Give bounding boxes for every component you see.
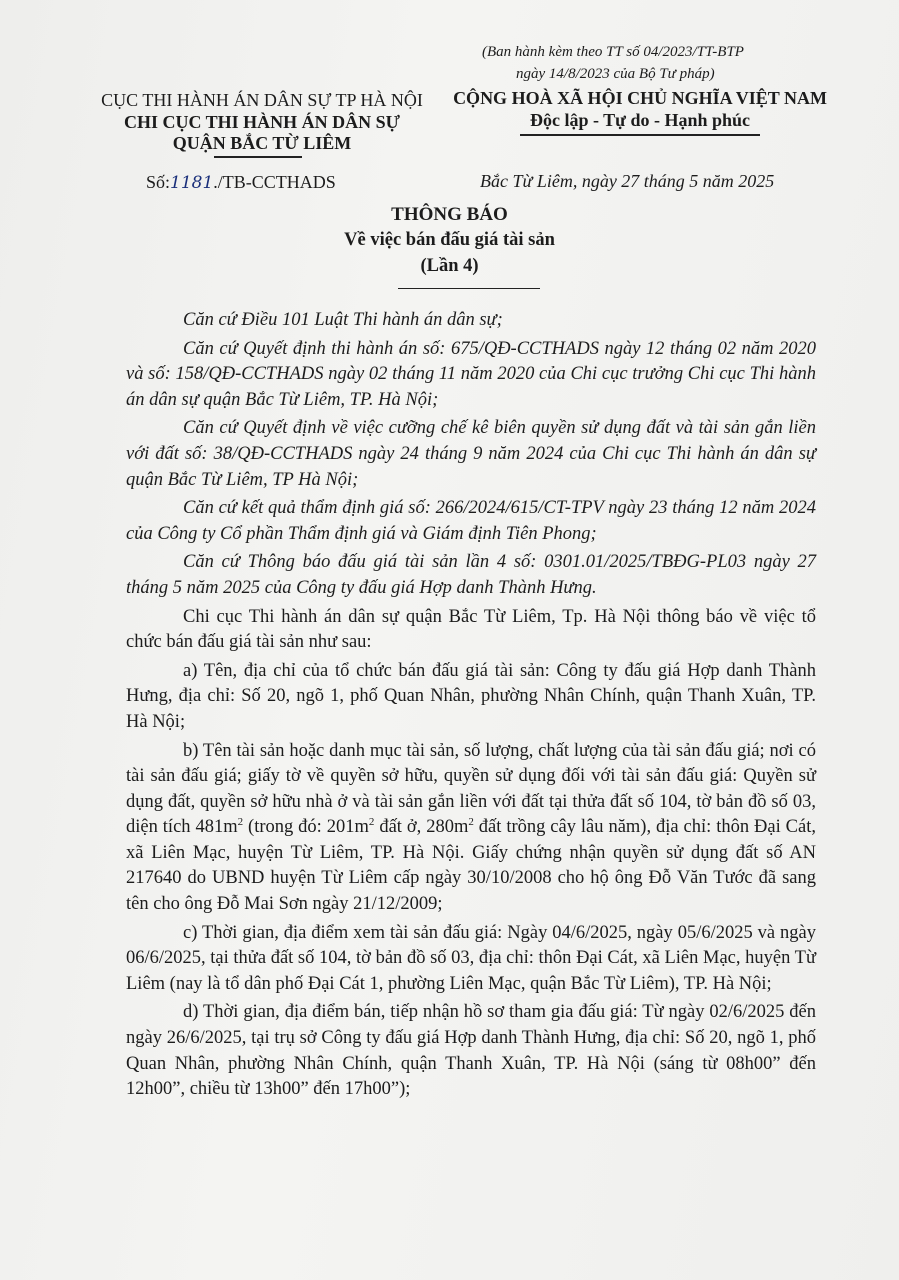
motto-underline	[520, 134, 760, 136]
number-prefix: Số:	[146, 172, 171, 192]
number-suffix: ./TB-CCTHADS	[213, 172, 336, 192]
issuance-note-line-2: ngày 14/8/2023 của Bộ Tư pháp)	[516, 66, 715, 82]
place-date: Bắc Từ Liêm, ngày 27 tháng 5 năm 2025	[480, 171, 775, 191]
notice-round: (Lần 4)	[420, 256, 479, 276]
document-body	[126, 308, 816, 1106]
item-b: b) Tên tài sản hoặc danh mục tài sản, số lượng, chất lượng của tài sản đấu giá; nơi có tài sản đấu giá; giấy tờ về quyền sở hữu, quyền sử dụng đối với tài sản đấu giá: Quyền sử dụng đất, quyền sở hữu nhà ở và tài sản gắn liền với đất tại thửa đất số 104, tờ bản đồ số 03, diện tích $481m^2$ (trong đó: $201m^2$ đất ở, $280m^2$ đất trồng cây lâu năm), địa chỉ: thôn Đại Cát, xã Liên Mạc, huyện Từ Liêm, TP. Hà Nội. Giấy chứng nhận quyền sử dụng đất số AN 217640 do UBND huyện Từ Liêm cấp ngày 30/10/2008 cho hộ ông Đỗ Văn Tước đã sang tên cho ông Đỗ Mai Sơn ngày 21/12/2009;	[126, 740, 817, 915]
title-underline	[398, 288, 540, 289]
agency-district: QUẬN BẮC TỪ LIÊM	[172, 133, 352, 153]
agency-name: CHI CỤC THI HÀNH ÁN DÂN SỰ	[123, 112, 401, 132]
handwritten-number: 1181	[170, 173, 214, 193]
basis-paragraph: Căn cứ Điều 101 Luật Thi hành án dân sự;	[183, 310, 503, 330]
intro-paragraph: Chi cục Thi hành án dân sự quận Bắc Từ Liêm, Tp. Hà Nội thông báo về việc tổ chức bán đấu giá tài sản như sau:	[126, 606, 816, 653]
nation-name: CỘNG HOÀ XÃ HỘI CHỦ NGHĨA VIỆT NAM	[453, 88, 827, 108]
notice-subtitle: Về việc bán đấu giá tài sản	[344, 230, 555, 250]
basis-paragraph: Căn cứ Quyết định về việc cưỡng chế kê biên quyền sử dụng đất và tài sản gắn liền với đất số: 38/QĐ-CCTHADS ngày 24 tháng 9 năm 2024 của Chi cục Thi hành án dân sự quận Bắc Từ Liêm, TP Hà Nội;	[126, 418, 816, 490]
item-d: d) Thời gian, địa điểm bán, tiếp nhận hồ sơ tham gia đấu giá: Từ ngày 02/6/2025 đến ngày 26/6/2025, tại trụ sở Công ty đấu giá Hợp danh Thành Hưng, địa chỉ: Số 20, ngõ 1, phố Quan Nhân, phường Nhân Chính, quận Thanh Xuân, TP. Hà Nội (sáng từ 08h00” đến 12h00”, chiều từ 13h00” đến 17h00”);	[126, 1002, 816, 1100]
nation-motto: Độc lập - Tự do - Hạnh phúc	[529, 110, 751, 130]
item-a: a) Tên, địa chỉ của tổ chức bán đấu giá tài sản: Công ty đấu giá Hợp danh Thành Hưng, địa chỉ: Số 20, ngõ 1, phố Quan Nhân, phường Nhân Chính, quận Thanh Xuân, TP. Hà Nội;	[126, 660, 816, 732]
issuance-note-line-1: (Ban hành kèm theo TT số 04/2023/TT-BTP	[482, 44, 744, 60]
basis-paragraph: Căn cứ Quyết định thi hành án số: 675/QĐ-CCTHADS ngày 12 tháng 02 năm 2020 và số: 158/QĐ-CCTHADS ngày 02 tháng 11 năm 2020 của Chi cục trưởng Chi cục Thi hành án dân sự quận Bắc Từ Liêm, TP. Hà Nội;	[126, 338, 816, 410]
agency-underline	[214, 156, 302, 158]
item-c: c) Thời gian, địa điểm xem tài sản đấu giá: Ngày 04/6/2025, ngày 05/6/2025 và ngày 06/6/2025, tại thửa đất số 104, tờ bản đồ số 03, địa chỉ: thôn Đại Cát, xã Liên Mạc, huyện Từ Liêm (nay là tổ dân phố Đại Cát 1, phường Liên Mạc, quận Bắc Từ Liêm), TP. Hà Nội;	[126, 922, 816, 994]
basis-paragraph: Căn cứ kết quả thẩm định giá số: 266/2024/615/CT-TPV ngày 23 tháng 12 năm 2024 của Công ty Cổ phần Thẩm định giá và Giám định Tiên Phong;	[126, 498, 816, 544]
notice-title: THÔNG BÁO	[391, 204, 508, 225]
agency-parent: CỤC THI HÀNH ÁN DÂN SỰ TP HÀ NỘI	[101, 90, 423, 110]
document-number	[146, 172, 336, 193]
basis-paragraph: Căn cứ Thông báo đấu giá tài sản lần 4 số: 0301.01/2025/TBĐG-PL03 ngày 27 tháng 5 năm 2025 của Công ty đấu giá Hợp danh Thành Hưng.	[126, 552, 816, 598]
